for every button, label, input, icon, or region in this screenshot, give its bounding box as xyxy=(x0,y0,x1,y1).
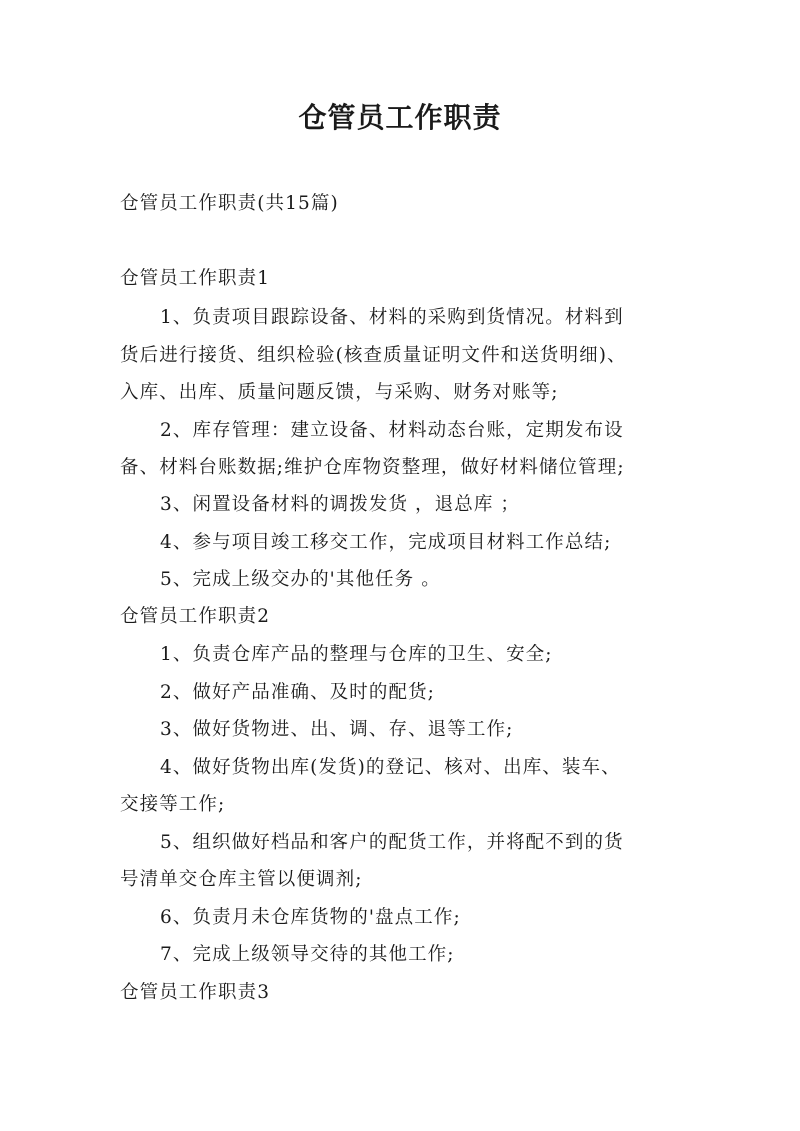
paragraph-line: 号清单交仓库主管以便调剂; xyxy=(120,869,363,890)
paragraph-line: 交接等工作; xyxy=(120,794,226,815)
paragraph-line: 备、材料台账数据;维护仓库物资整理，做好材料储位管理; xyxy=(120,457,625,478)
section-heading-2: 仓管员工作职责2 xyxy=(120,606,271,627)
section-heading-1: 仓管员工作职责1 xyxy=(120,268,271,289)
paragraph-line: 2、库存管理：建立设备、材料动态台账，定期发布设 xyxy=(160,420,624,441)
paragraph-line: 入库、出库、质量问题反馈，与采购、财务对账等; xyxy=(120,382,559,403)
paragraph-line: 1、负责项目跟踪设备、材料的采购到货情况。材料到 xyxy=(160,307,624,328)
paragraph-line: 1、负责仓库产品的整理与仓库的卫生、安全; xyxy=(160,644,553,665)
paragraph-line: 货后进行接货、组织检验(核查质量证明文件和送货明细)、 xyxy=(120,345,627,366)
section-heading-3: 仓管员工作职责3 xyxy=(120,982,271,1003)
paragraph-line: 3、做好货物进、出、调、存、退等工作; xyxy=(160,719,514,740)
paragraph-line: 5、组织做好档品和客户的配货工作，并将配不到的货 xyxy=(160,832,624,853)
paragraph-line: 6、负责月未仓库货物的'盘点工作; xyxy=(160,907,461,928)
paragraph-line: 4、参与项目竣工移交工作，完成项目材料工作总结; xyxy=(160,532,612,553)
document-subtitle: 仓管员工作职责(共15篇) xyxy=(120,193,339,214)
paragraph-line: 2、做好产品准确、及时的配货; xyxy=(160,682,436,703)
document-title: 仓管员工作职责 xyxy=(298,101,502,134)
paragraph-line: 5、完成上级交办的'其他任务 。 xyxy=(160,569,441,590)
paragraph-line: 4、做好货物出库(发货)的登记、核对、出库、装车、 xyxy=(160,757,621,778)
paragraph-line: 7、完成上级领导交待的其他工作; xyxy=(160,944,455,965)
paragraph-line: 3、闲置设备材料的调拨发货 ，退总库 ； xyxy=(160,494,521,515)
